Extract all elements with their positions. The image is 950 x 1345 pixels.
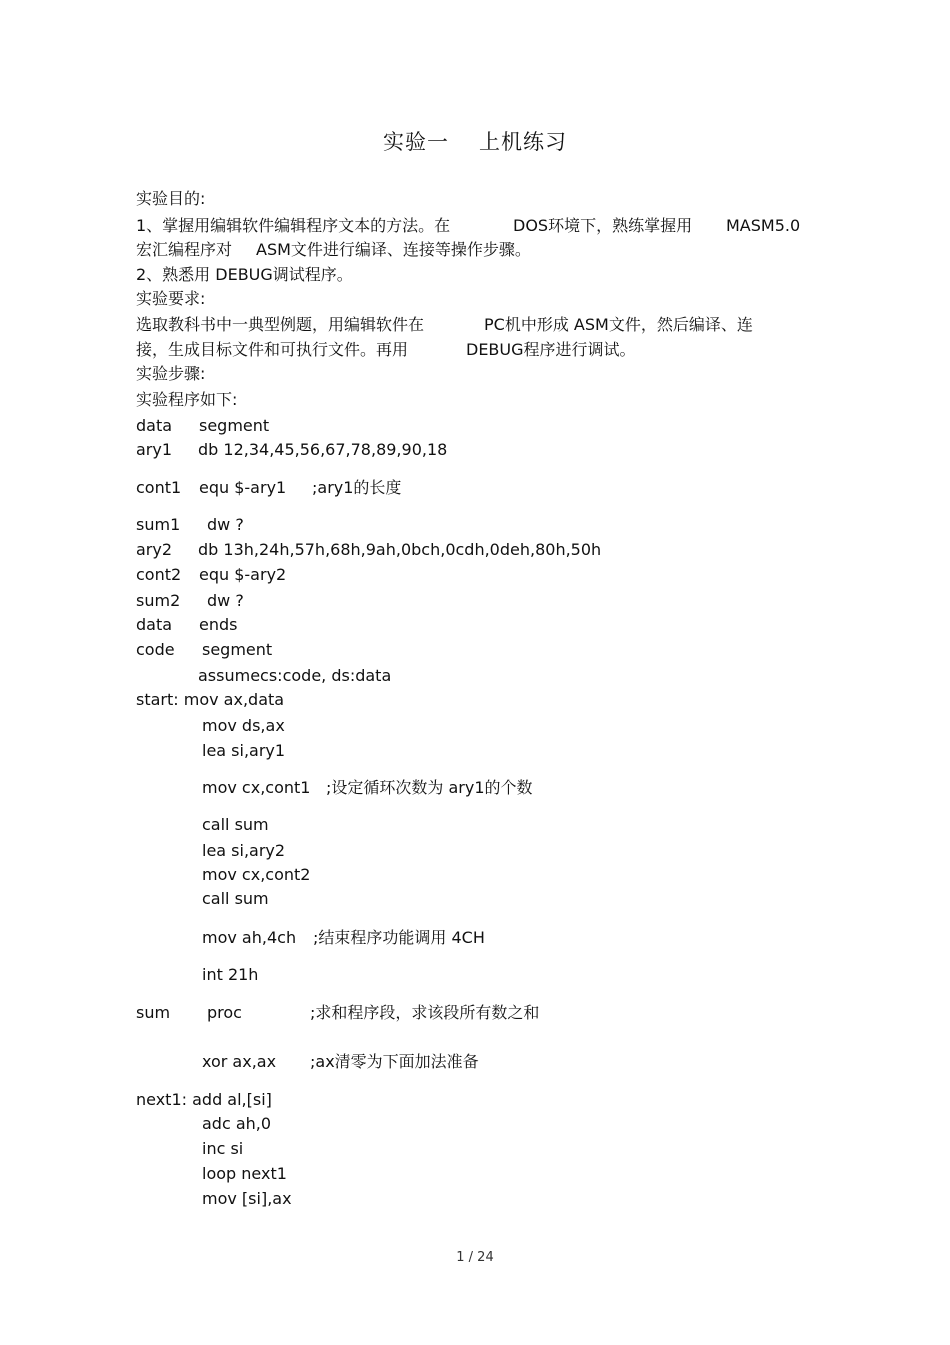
code-line: mov ds,ax — [202, 716, 285, 735]
code-label: cont2 — [136, 565, 182, 584]
code-line: int 21h — [202, 965, 259, 984]
code-line: lea si,ary2 — [202, 841, 286, 860]
page-number: 1 / 24 — [456, 1250, 494, 1265]
code-line: lea si,ary1 — [202, 741, 286, 760]
purpose-1b: DOS环境下，熟练掌握用 — [513, 216, 693, 235]
purpose-heading: 实验目的: — [136, 189, 206, 208]
purpose-2: 2、熟悉用 DEBUG调试程序。 — [136, 265, 353, 284]
req-heading: 实验要求: — [136, 289, 206, 308]
code-line: call sum — [202, 815, 269, 834]
code-line: inc si — [202, 1139, 244, 1158]
title-part-2: 上机练习 — [479, 130, 567, 154]
purpose-1e: ASM文件进行编译、连接等操作步骤。 — [256, 240, 531, 259]
req-a: 选取教科书中一典型例题，用编辑软件在 — [136, 315, 425, 334]
code-label: sum1 — [136, 515, 181, 534]
code-line: start: mov ax,data — [136, 690, 285, 709]
code-instr: ends — [199, 615, 238, 634]
req-c: 接，生成目标文件和可执行文件。再用 — [136, 340, 409, 359]
page-title — [0, 126, 950, 156]
code-instr: segment — [199, 416, 270, 435]
code-line: loop next1 — [202, 1164, 287, 1183]
code-instr: xor ax,ax — [202, 1052, 277, 1071]
code-line: adc ah,0 — [202, 1114, 272, 1133]
req-d: DEBUG程序进行调试。 — [466, 340, 636, 359]
code-comment: ;结束程序功能调用 4CH — [313, 928, 485, 947]
code-instr: mov cx,cont1 — [202, 778, 311, 797]
code-comment: ;ary1的长度 — [312, 478, 402, 497]
title-part-1: 实验一 — [383, 130, 449, 154]
code-line: assumecs:code, ds:data — [198, 666, 392, 685]
req-b: PC机中形成 ASM文件，然后编译、连 — [484, 315, 753, 334]
code-instr: db 12,34,45,56,67,78,89,90,18 — [198, 440, 448, 459]
code-instr: mov ah,4ch — [202, 928, 297, 947]
code-line: next1: add al,[si] — [136, 1090, 272, 1109]
code-label: sum — [136, 1003, 171, 1022]
code-instr: db 13h,24h,57h,68h,9ah,0bch,0cdh,0deh,80h,50h — [198, 540, 602, 559]
code-comment: ;ax清零为下面加法准备 — [310, 1052, 479, 1071]
code-comment: ;设定循环次数为 ary1的个数 — [326, 778, 533, 797]
code-label: code — [136, 640, 175, 659]
code-instr: segment — [202, 640, 273, 659]
code-instr: equ $-ary2 — [199, 565, 287, 584]
code-line: mov [si],ax — [202, 1189, 292, 1208]
purpose-1d: 宏汇编程序对 — [136, 240, 233, 259]
code-label: data — [136, 416, 173, 435]
code-label: data — [136, 615, 173, 634]
steps-heading: 实验步骤: — [136, 364, 206, 383]
code-label: cont1 — [136, 478, 182, 497]
code-instr: dw ? — [207, 591, 244, 610]
purpose-1c: MASM5.0 — [726, 216, 801, 235]
code-instr: equ $-ary1 — [199, 478, 287, 497]
program-heading: 实验程序如下: — [136, 390, 238, 409]
code-label: sum2 — [136, 591, 181, 610]
code-label: ary2 — [136, 540, 173, 559]
code-instr: proc — [207, 1003, 242, 1022]
code-line: mov cx,cont2 — [202, 865, 311, 884]
code-line: call sum — [202, 889, 269, 908]
code-label: ary1 — [136, 440, 173, 459]
purpose-1a: 1、掌握用编辑软件编辑程序文本的方法。在 — [136, 216, 451, 235]
code-comment: ;求和程序段，求该段所有数之和 — [310, 1003, 540, 1022]
code-instr: dw ? — [207, 515, 244, 534]
